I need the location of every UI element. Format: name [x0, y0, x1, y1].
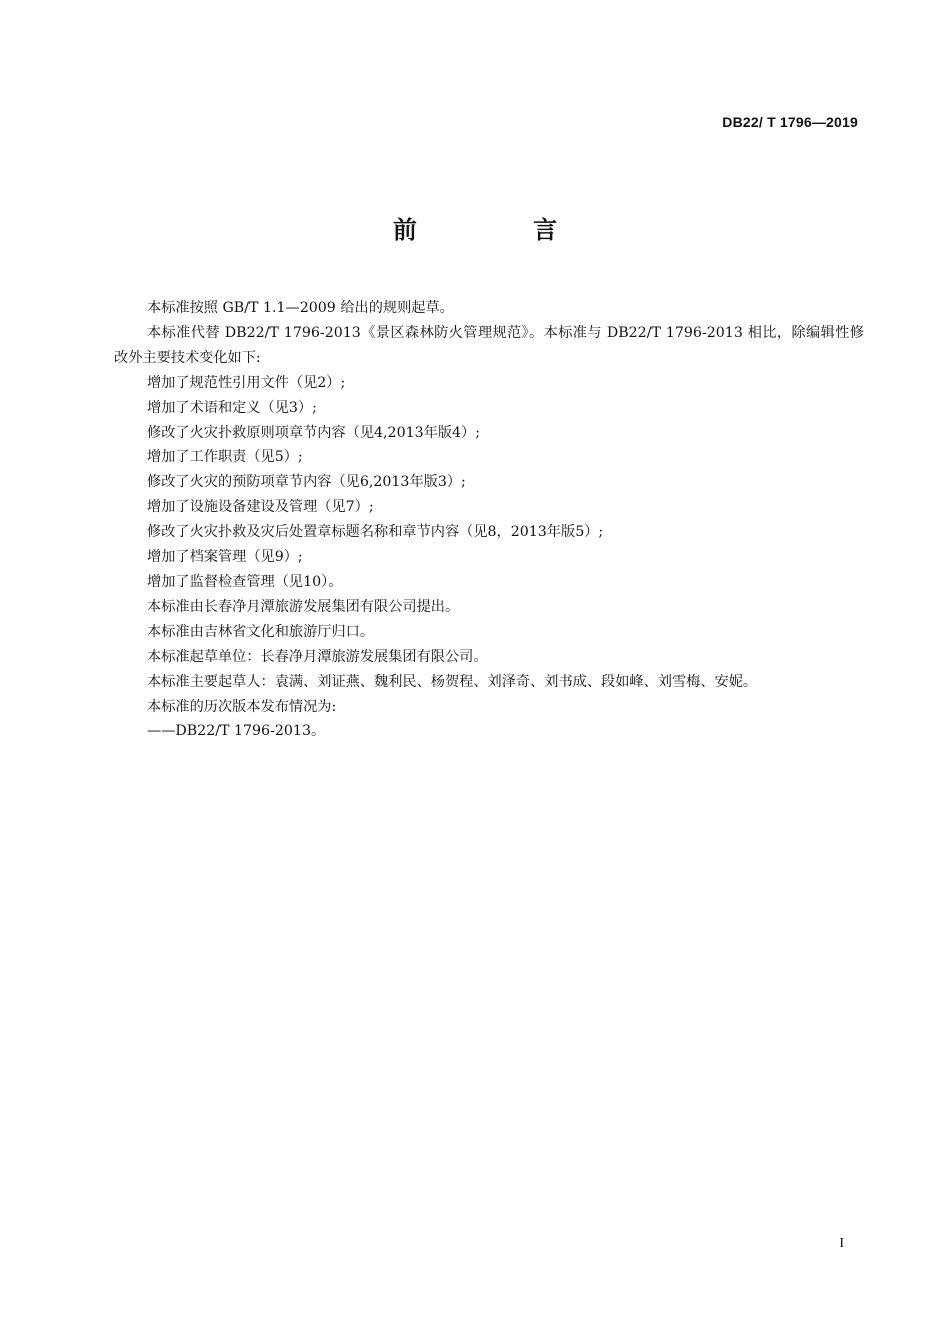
list-item: 修改了火灾的预防项章节内容（见6,2013年版3）;	[147, 474, 466, 491]
paragraph-replacement: 本标准代替 DB22/T 1796-2013《景区森林防火管理规范》。本标准与 DB22/T 1796-2013 相比，除编辑性修改外主要技术变化如下:	[114, 324, 864, 366]
list-item: 修改了火灾扑救原则项章节内容（见4,2013年版4）;	[147, 424, 481, 441]
paragraph-drafting-rules: 本标准按照 GB/T 1.1—2009 给出的规则起草。	[147, 300, 454, 316]
list-item: 增加了规范性引用文件（见2）;	[147, 374, 346, 391]
paragraph-version-history: 本标准的历次版本发布情况为:	[147, 698, 337, 715]
paragraph-previous-version: ——DB22/T 1796-2013。	[147, 723, 326, 740]
list-item: 增加了监督检查管理（见10）。	[147, 573, 343, 590]
foreword-body	[114, 296, 864, 744]
list-item: 增加了工作职责（见5）;	[147, 449, 303, 466]
list-item: 增加了术语和定义（见3）;	[147, 399, 317, 416]
page-title: 前 言	[392, 216, 612, 244]
paragraph-drafting-unit: 本标准起草单位：长春净月潭旅游发展集团有限公司。	[147, 648, 488, 665]
document-code: DB22/ T 1796—2019	[722, 114, 858, 130]
paragraph-administrator: 本标准由吉林省文化和旅游厅归口。	[147, 623, 375, 640]
list-item: 增加了档案管理（见9）;	[147, 549, 303, 566]
page-number: I	[839, 1236, 844, 1251]
list-item: 修改了火灾扑救及灾后处置章标题名称和章节内容（见8，2013年版5）;	[147, 524, 604, 541]
list-item: 增加了设施设备建设及管理（见7）;	[147, 499, 374, 516]
paragraph-proposer: 本标准由长春净月潭旅游发展集团有限公司提出。	[147, 598, 460, 615]
paragraph-drafters: 本标准主要起草人：袁满、刘证燕、魏利民、杨贺程、刘泽奇、刘书成、段如峰、刘雪梅、安妮。	[147, 673, 758, 690]
